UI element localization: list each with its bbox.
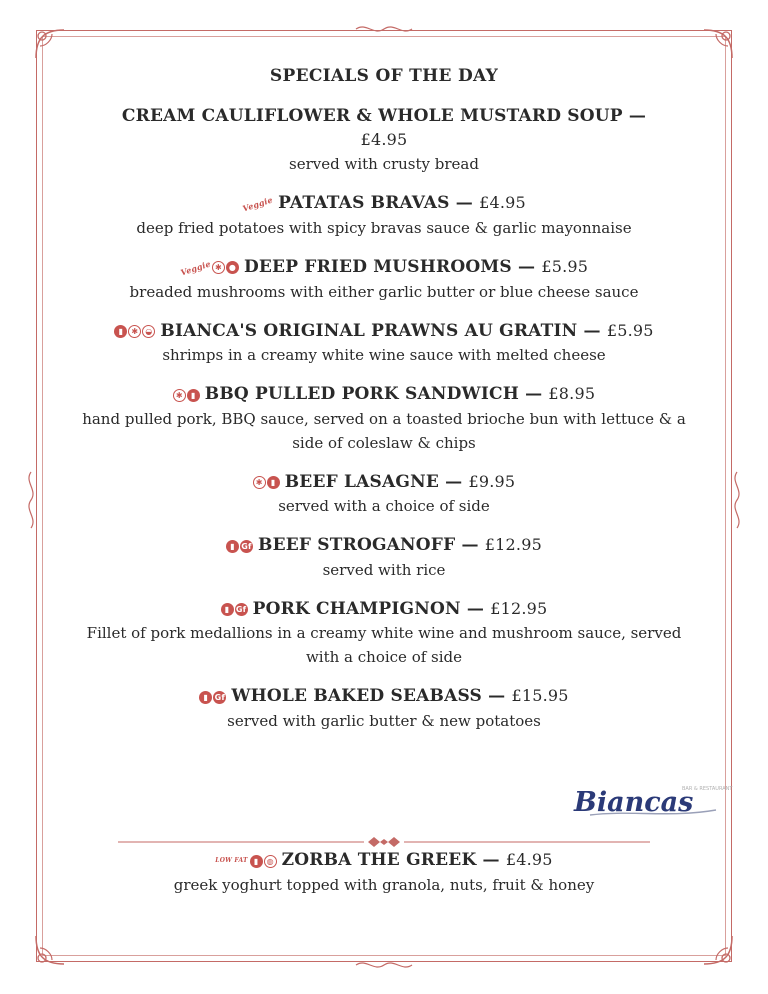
item-name: LOW FAT ▮ ◍ ZORBA THE GREEK — £4.95 (80, 848, 688, 873)
milk-icon: ▮ (114, 325, 127, 338)
nut-icon: ◍ (264, 855, 277, 868)
page-title: SPECIALS OF THE DAY (269, 66, 499, 86)
item-price: £4.95 (360, 130, 408, 149)
corner-ornament-top-left (30, 24, 70, 64)
item-name: CREAM CAULIFLOWER & WHOLE MUSTARD SOUP — £4.95 (121, 106, 647, 149)
item-name: ▮ Gf PORK CHAMPIGNON — £12.95 (80, 597, 688, 622)
menu-item (80, 597, 688, 670)
dietary-badges (253, 470, 281, 494)
wheat-icon: ✱ (173, 389, 186, 402)
gluten-free-icon: Gf (235, 605, 247, 614)
milk-icon: ▮ (187, 389, 200, 402)
egg-icon: ● (226, 261, 239, 274)
item-price: £12.95 (490, 598, 548, 618)
item-price: £12.95 (484, 535, 542, 554)
dietary-badges (221, 597, 249, 621)
item-description: Fillet of pork medallions in a creamy white wine and mushroom sauce, served with a choice of side (86, 624, 682, 666)
shellfish-icon: ◒ (142, 325, 155, 338)
gluten-free-icon: Gf (241, 541, 252, 551)
item-name: ✱ ▮ BEEF LASAGNE — £9.95 (80, 470, 688, 495)
specials-list (80, 104, 688, 748)
menu-item (80, 684, 688, 733)
menu-item (80, 533, 688, 582)
dietary-badges (226, 534, 254, 558)
right-center-ornament (730, 470, 744, 530)
menu-item (80, 319, 688, 368)
item-description: shrimps in a creamy white wine sauce with melted cheese (162, 346, 606, 364)
item-price: £4.95 (505, 850, 553, 869)
dietary-badges (215, 849, 277, 873)
item-description: served with crusty bread (289, 155, 479, 173)
item-name: ▮ ✱ ◒ BIANCA'S ORIGINAL PRAWNS AU GRATIN — £5.95 (80, 319, 688, 344)
wheat-icon: ✱ (212, 261, 225, 274)
wheat-icon: ✱ (253, 476, 266, 489)
corner-ornament-bottom-left (30, 930, 70, 970)
veggie-icon: Veggie (241, 194, 274, 214)
item-description: breaded mushrooms with either garlic butter or blue cheese sauce (129, 282, 639, 301)
corner-ornament-top-right (698, 24, 738, 64)
item-price: £9.95 (468, 471, 516, 491)
logo-text: Biancas (574, 787, 694, 818)
item-price: £4.95 (479, 193, 526, 212)
dietary-badges (114, 319, 156, 343)
dietary-badges (242, 191, 274, 216)
item-description: deep fried potatoes with spicy bravas sauce & garlic mayonnaise (136, 218, 632, 237)
item-price: £15.95 (511, 686, 569, 705)
item-name: ✱ ▮ BBQ PULLED PORK SANDWICH — £8.95 (80, 382, 688, 407)
item-description: served with a choice of side (278, 497, 490, 515)
bottom-center-ornament (354, 958, 414, 972)
item-name: Veggie PATATAS BRAVAS — £4.95 (80, 191, 688, 216)
item-name: ▮ Gf WHOLE BAKED SEABASS — £15.95 (80, 684, 688, 709)
section-divider (118, 836, 650, 848)
top-center-ornament (354, 22, 414, 36)
gluten-free-icon: Gf (214, 692, 226, 702)
item-name: ▮ Gf BEEF STROGANOFF — £12.95 (80, 533, 688, 558)
milk-icon: ▮ (221, 603, 234, 616)
item-description: greek yoghurt topped with granola, nuts, fruit & honey (173, 875, 595, 894)
item-description: served with garlic butter & new potatoes (227, 711, 541, 730)
milk-icon: ▮ (226, 540, 239, 553)
biancas-logo (570, 780, 733, 820)
menu-item (80, 470, 688, 519)
milk-icon: ▮ (199, 691, 212, 704)
item-price: £5.95 (541, 256, 589, 276)
corner-ornament-bottom-right (698, 930, 738, 970)
logo-tagline: BAR & RESTAURANT (682, 786, 733, 792)
milk-icon: ▮ (250, 855, 263, 868)
dietary-badges (199, 685, 227, 709)
menu-item (80, 255, 688, 304)
item-price: £8.95 (548, 384, 596, 403)
low-fat-icon: LOW FAT (215, 857, 248, 864)
milk-icon: ▮ (267, 476, 280, 489)
item-price: £5.95 (606, 320, 654, 340)
dietary-badges (180, 255, 240, 280)
menu-item (80, 104, 688, 176)
item-name: Veggie ✱ ● DEEP FRIED MUSHROOMS — £5.95 (80, 255, 688, 280)
item-description: served with rice (322, 560, 446, 579)
menu-item (80, 382, 688, 455)
left-center-ornament (24, 470, 38, 530)
menu-item (80, 191, 688, 240)
dessert-item (80, 848, 688, 897)
item-description: hand pulled pork, BBQ sauce, served on a toasted brioche bun with lettuce & a side of coleslaw & chips (82, 409, 686, 452)
dietary-badges (173, 383, 201, 407)
wheat-icon: ✱ (128, 325, 141, 338)
veggie-icon: Veggie (179, 257, 212, 278)
